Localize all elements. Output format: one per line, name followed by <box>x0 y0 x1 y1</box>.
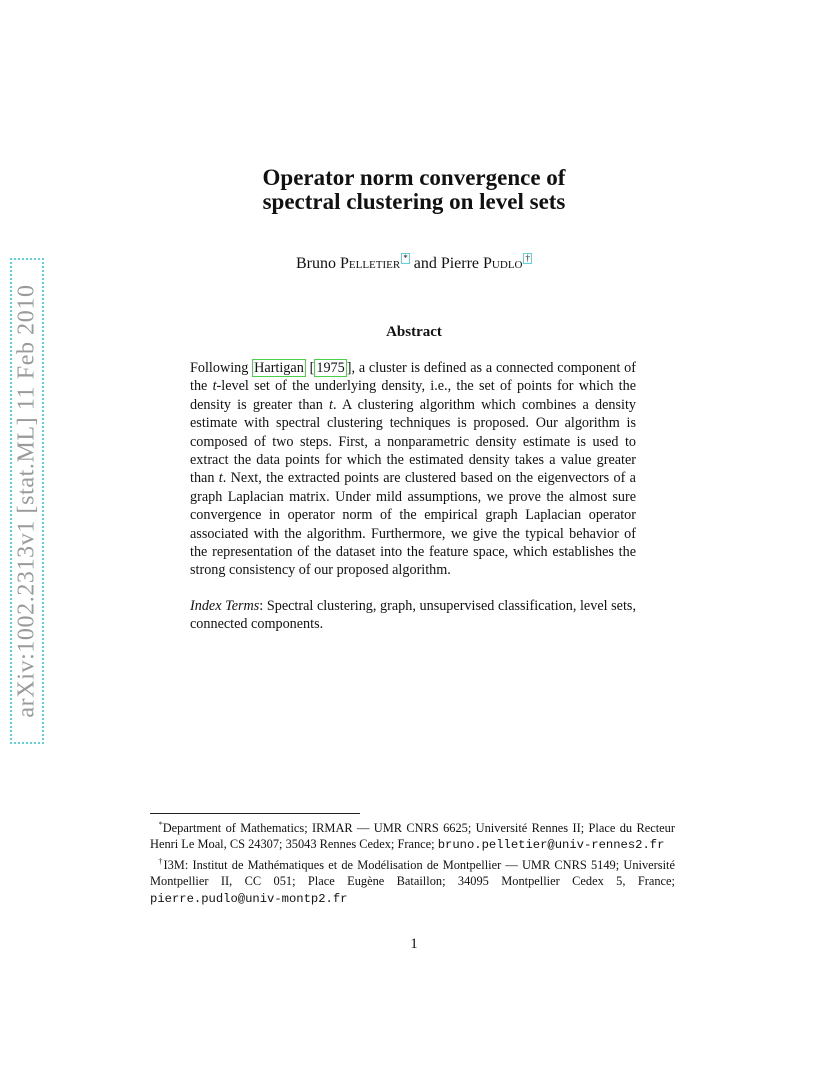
author2-last-name: Pudlo <box>483 255 523 272</box>
citation-author-link[interactable]: Hartigan <box>254 360 304 376</box>
author-line <box>0 253 828 273</box>
math-t-2: t <box>329 396 333 413</box>
page-number: 1 <box>410 936 418 952</box>
index-terms <box>190 597 636 634</box>
citation-close-bracket: ] <box>346 360 352 376</box>
footnote-2-text: I3M: Institut de Mathématiques et de Modélisation de Montpellier — UMR CNRS 5149; Université Montpellier II, CC 051; Place Eugène Bataillon; 34095 Montpellier Cedex 5, France; <box>150 857 675 889</box>
author2-footnote-link[interactable]: † <box>525 253 530 263</box>
abstract-text-c: . A clustering algorithm which combines a density estimate with spectral clustering techniques is proposed. Our algorithm is composed of two steps. First, a nonparametric density estimate is used to extract the data points for which the estimated density takes a value greater than <box>190 396 636 487</box>
citation-year-link[interactable]: 1975 <box>316 360 345 376</box>
footnote-2-email[interactable]: pierre.pudlo@univ-montp2.fr <box>150 891 348 906</box>
footnote-2-mark: † <box>158 856 164 866</box>
title-line-1: Operator norm convergence of <box>262 165 566 190</box>
footnote-1 <box>150 817 675 854</box>
index-terms-label: Index Terms <box>190 598 260 614</box>
footnote-2 <box>150 854 675 907</box>
footnote-1-email[interactable]: bruno.pelletier@univ-rennes2.fr <box>437 838 665 853</box>
footnote-1-text: Department of Mathematics; IRMAR — UMR CNRS 6625; Université Rennes II; Place du Recteur Henri Le Moal, CS 24307; 35043 Rennes Cedex; France; <box>150 821 675 852</box>
abstract-heading: Abstract <box>386 324 442 340</box>
abstract-text-b: -level set of the underlying density, i.e., the set of points for which the density is greater than <box>190 378 636 413</box>
author1-last-name: Pelletier <box>340 255 401 272</box>
abstract-text-pre: Following <box>190 360 253 376</box>
arxiv-stamp-text: arXiv:1002.2313v1 [stat.ML] 11 Feb 2010 <box>13 284 40 718</box>
abstract-text-d: . Next, the extracted points are clustered based on the eigenvectors of a graph Laplacian matrix. Under mild assumptions, we prove the almost sure convergence in operator norm of the empirical graph Laplacian operator associated with the algorithm. Furthermore, we give the typical behavior of the representation of the dataset into the feature space, which establishes the strong consistency of our proposed algorithm. <box>190 470 636 579</box>
abstract-body <box>190 359 636 580</box>
footnotes <box>150 817 675 907</box>
math-t-1: t <box>212 378 217 395</box>
abstract-text-a: , a cluster is defined as a connected component of the <box>190 360 636 395</box>
author1-footnote-link[interactable]: * <box>403 253 408 263</box>
index-terms-text: : Spectral clustering, graph, unsupervised classification, level sets, connected components. <box>190 598 636 633</box>
citation-open-bracket: [ <box>305 360 315 376</box>
title-line-2: spectral clustering on level sets <box>262 189 566 214</box>
footnote-rule <box>150 813 360 814</box>
paper-title <box>0 166 828 214</box>
footnote-1-mark: * <box>158 820 163 829</box>
author-joiner: and Pierre <box>409 255 484 272</box>
math-t-3: t <box>218 470 223 487</box>
author1-first-name: Bruno <box>296 255 340 272</box>
